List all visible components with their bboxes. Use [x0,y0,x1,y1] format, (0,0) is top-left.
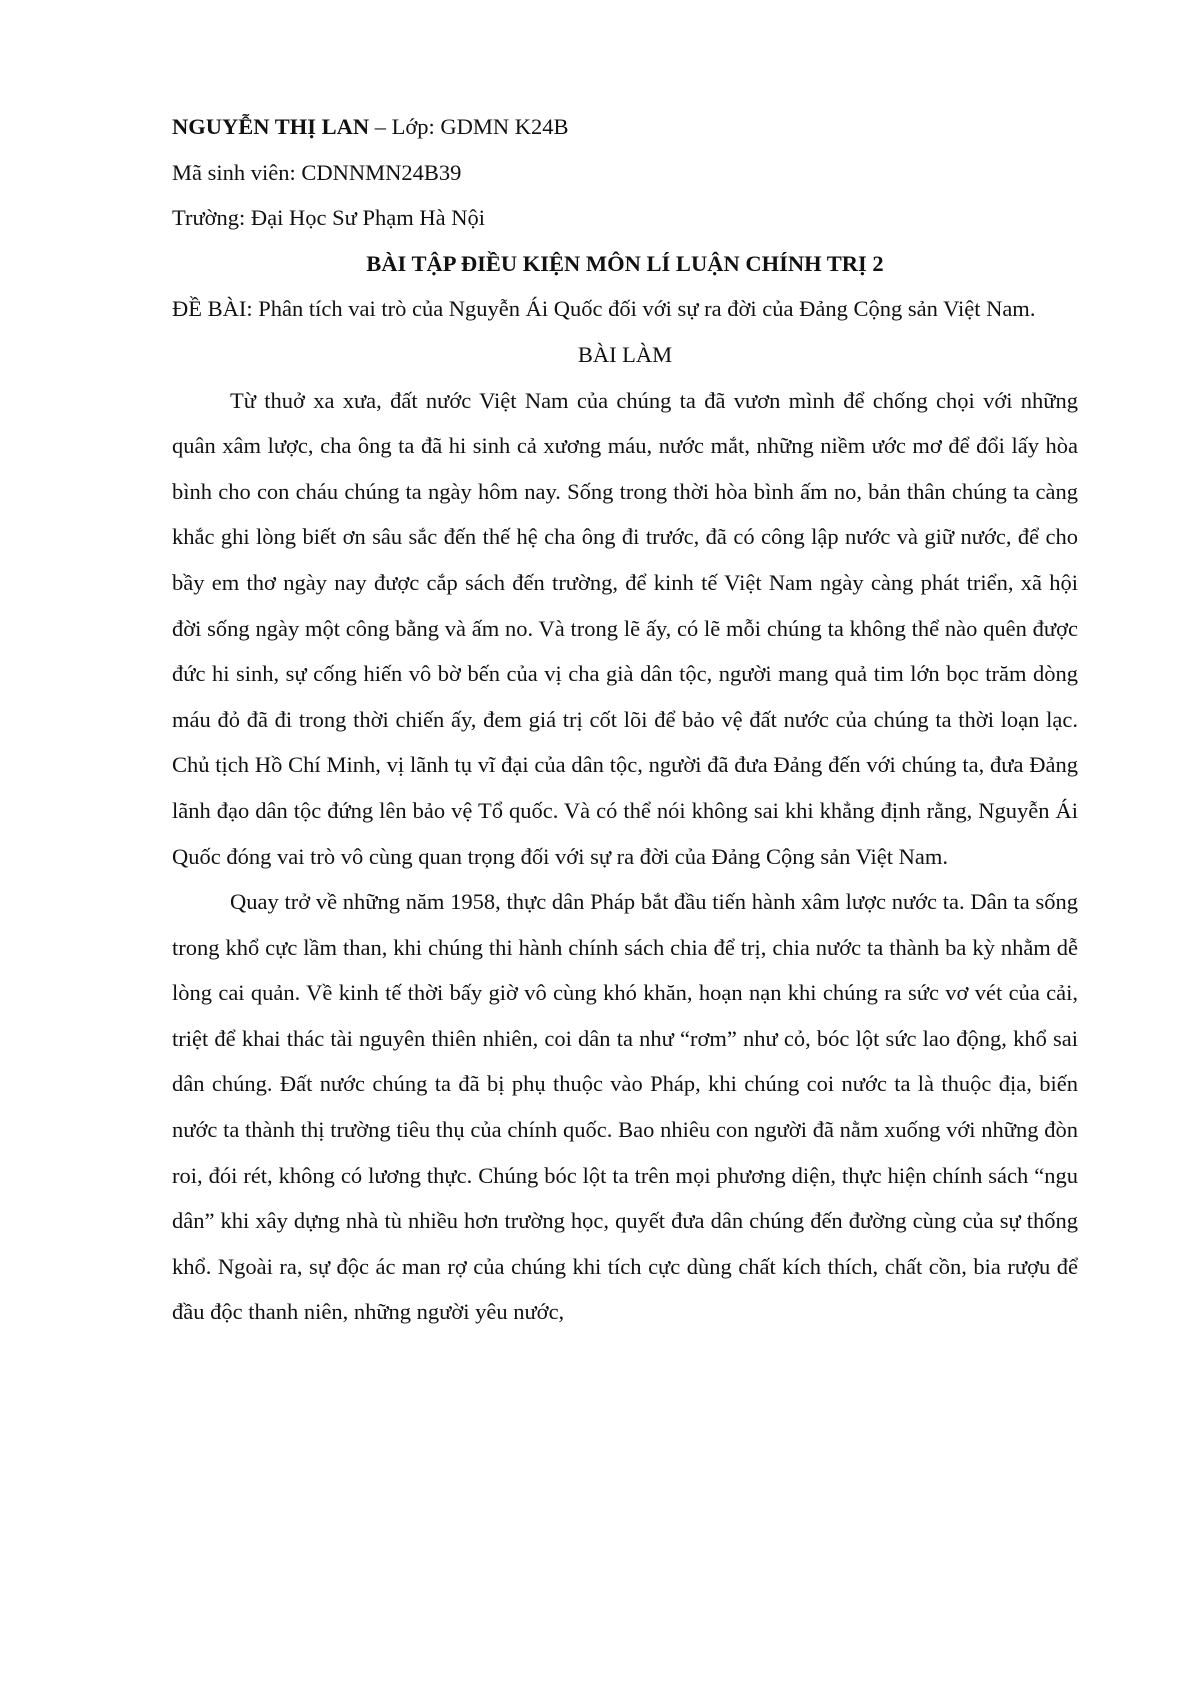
class-label: – Lớp: GDMN K24B [369,114,569,139]
answer-heading: BÀI LÀM [577,341,673,367]
body-paragraph: Từ thuở xa xưa, đất nước Việt Nam của chúng ta đã vươn mình để chống chọi với những quân xâm lược, cha ông ta đã hi sinh cả xương máu, nước mắt, những niềm ước mơ để đổi lấy hòa bình cho con cháu chúng ta ngày hôm nay. Sống trong thời hòa bình ấm no, bản thân chúng ta càng khắc ghi lòng biết ơn sâu sắc đến thế hệ cha ông đi trước, đã có công lập nước và giữ nước, để cho bầy em thơ ngày nay được cắp sách đến trường, để kinh tế Việt Nam ngày càng phát triển, xã hội đời sống ngày một công bằng và ấm no. Và trong lẽ ấy, có lẽ mỗi chúng ta không thể nào quên được đức hi sinh, sự cống hiến vô bờ bến của vị cha già dân tộc, người mang quả tim lớn bọc trăm dòng máu đỏ đã đi trong thời chiến ấy, đem giá trị cốt lõi để bảo vệ đất nước của chúng ta thời loạn lạc. Chủ tịch Hồ Chí Minh, vị lãnh tụ vĩ đại của dân tộc, người đã đưa Đảng đến với chúng ta, đưa Đảng lãnh đạo dân tộc đứng lên bảo vệ Tổ quốc. Và có thể nói không sai khi khẳng định rằng, Nguyễn Ái Quốc đóng vai trò vô cùng quan trọng đối với sự ra đời của Đảng Cộng sản Việt Nam. [172,387,1078,869]
assignment-topic: ĐỀ BÀI: Phân tích vai trò của Nguyễn Ái Quốc đối với sự ra đời của Đảng Cộng sản Việt Nam. [172,296,1036,322]
student-info-line [172,104,1078,150]
assignment-title: BÀI TẬP ĐIỀU KIỆN MÔN LÍ LUẬN CHÍNH TRỊ 2 [366,250,884,276]
student-id: Mã sinh viên: CDNNMN24B39 [172,159,462,185]
school-name: Trường: Đại Học Sư Phạm Hà Nội [172,205,485,231]
student-name: NGUYỄN THỊ LAN [172,114,370,139]
document-page [172,104,1078,1335]
body-paragraph: Quay trở về những năm 1958, thực dân Pháp bắt đầu tiến hành xâm lược nước ta. Dân ta sống trong khổ cực lầm than, khi chúng thi hành chính sách chia để trị, chia nước ta thành ba kỳ nhằm dễ lòng cai quản. Về kinh tế thời bấy giờ vô cùng khó khăn, hoạn nạn khi chúng ra sức vơ vét của cải, triệt để khai thác tài nguyên thiên nhiên, coi dân ta như “rơm” như cỏ, bóc lột sức lao động, khổ sai dân chúng. Đất nước chúng ta đã bị phụ thuộc vào Pháp, khi chúng coi nước ta là thuộc địa, biến nước ta thành thị trường tiêu thụ của chính quốc. Bao nhiêu con người đã nằm xuống với những đòn roi, đói rét, không có lương thực. Chúng bóc lột ta trên mọi phương diện, thực hiện chính sách “ngu dân” khi xây dựng nhà tù nhiều hơn trường học, quyết đưa dân chúng đến đường cùng của sự thống khổ. Ngoài ra, sự độc ác man rợ của chúng khi tích cực dùng chất kích thích, chất cồn, bia rượu để đầu độc thanh niên, những người yêu nước, [172,889,1078,1325]
